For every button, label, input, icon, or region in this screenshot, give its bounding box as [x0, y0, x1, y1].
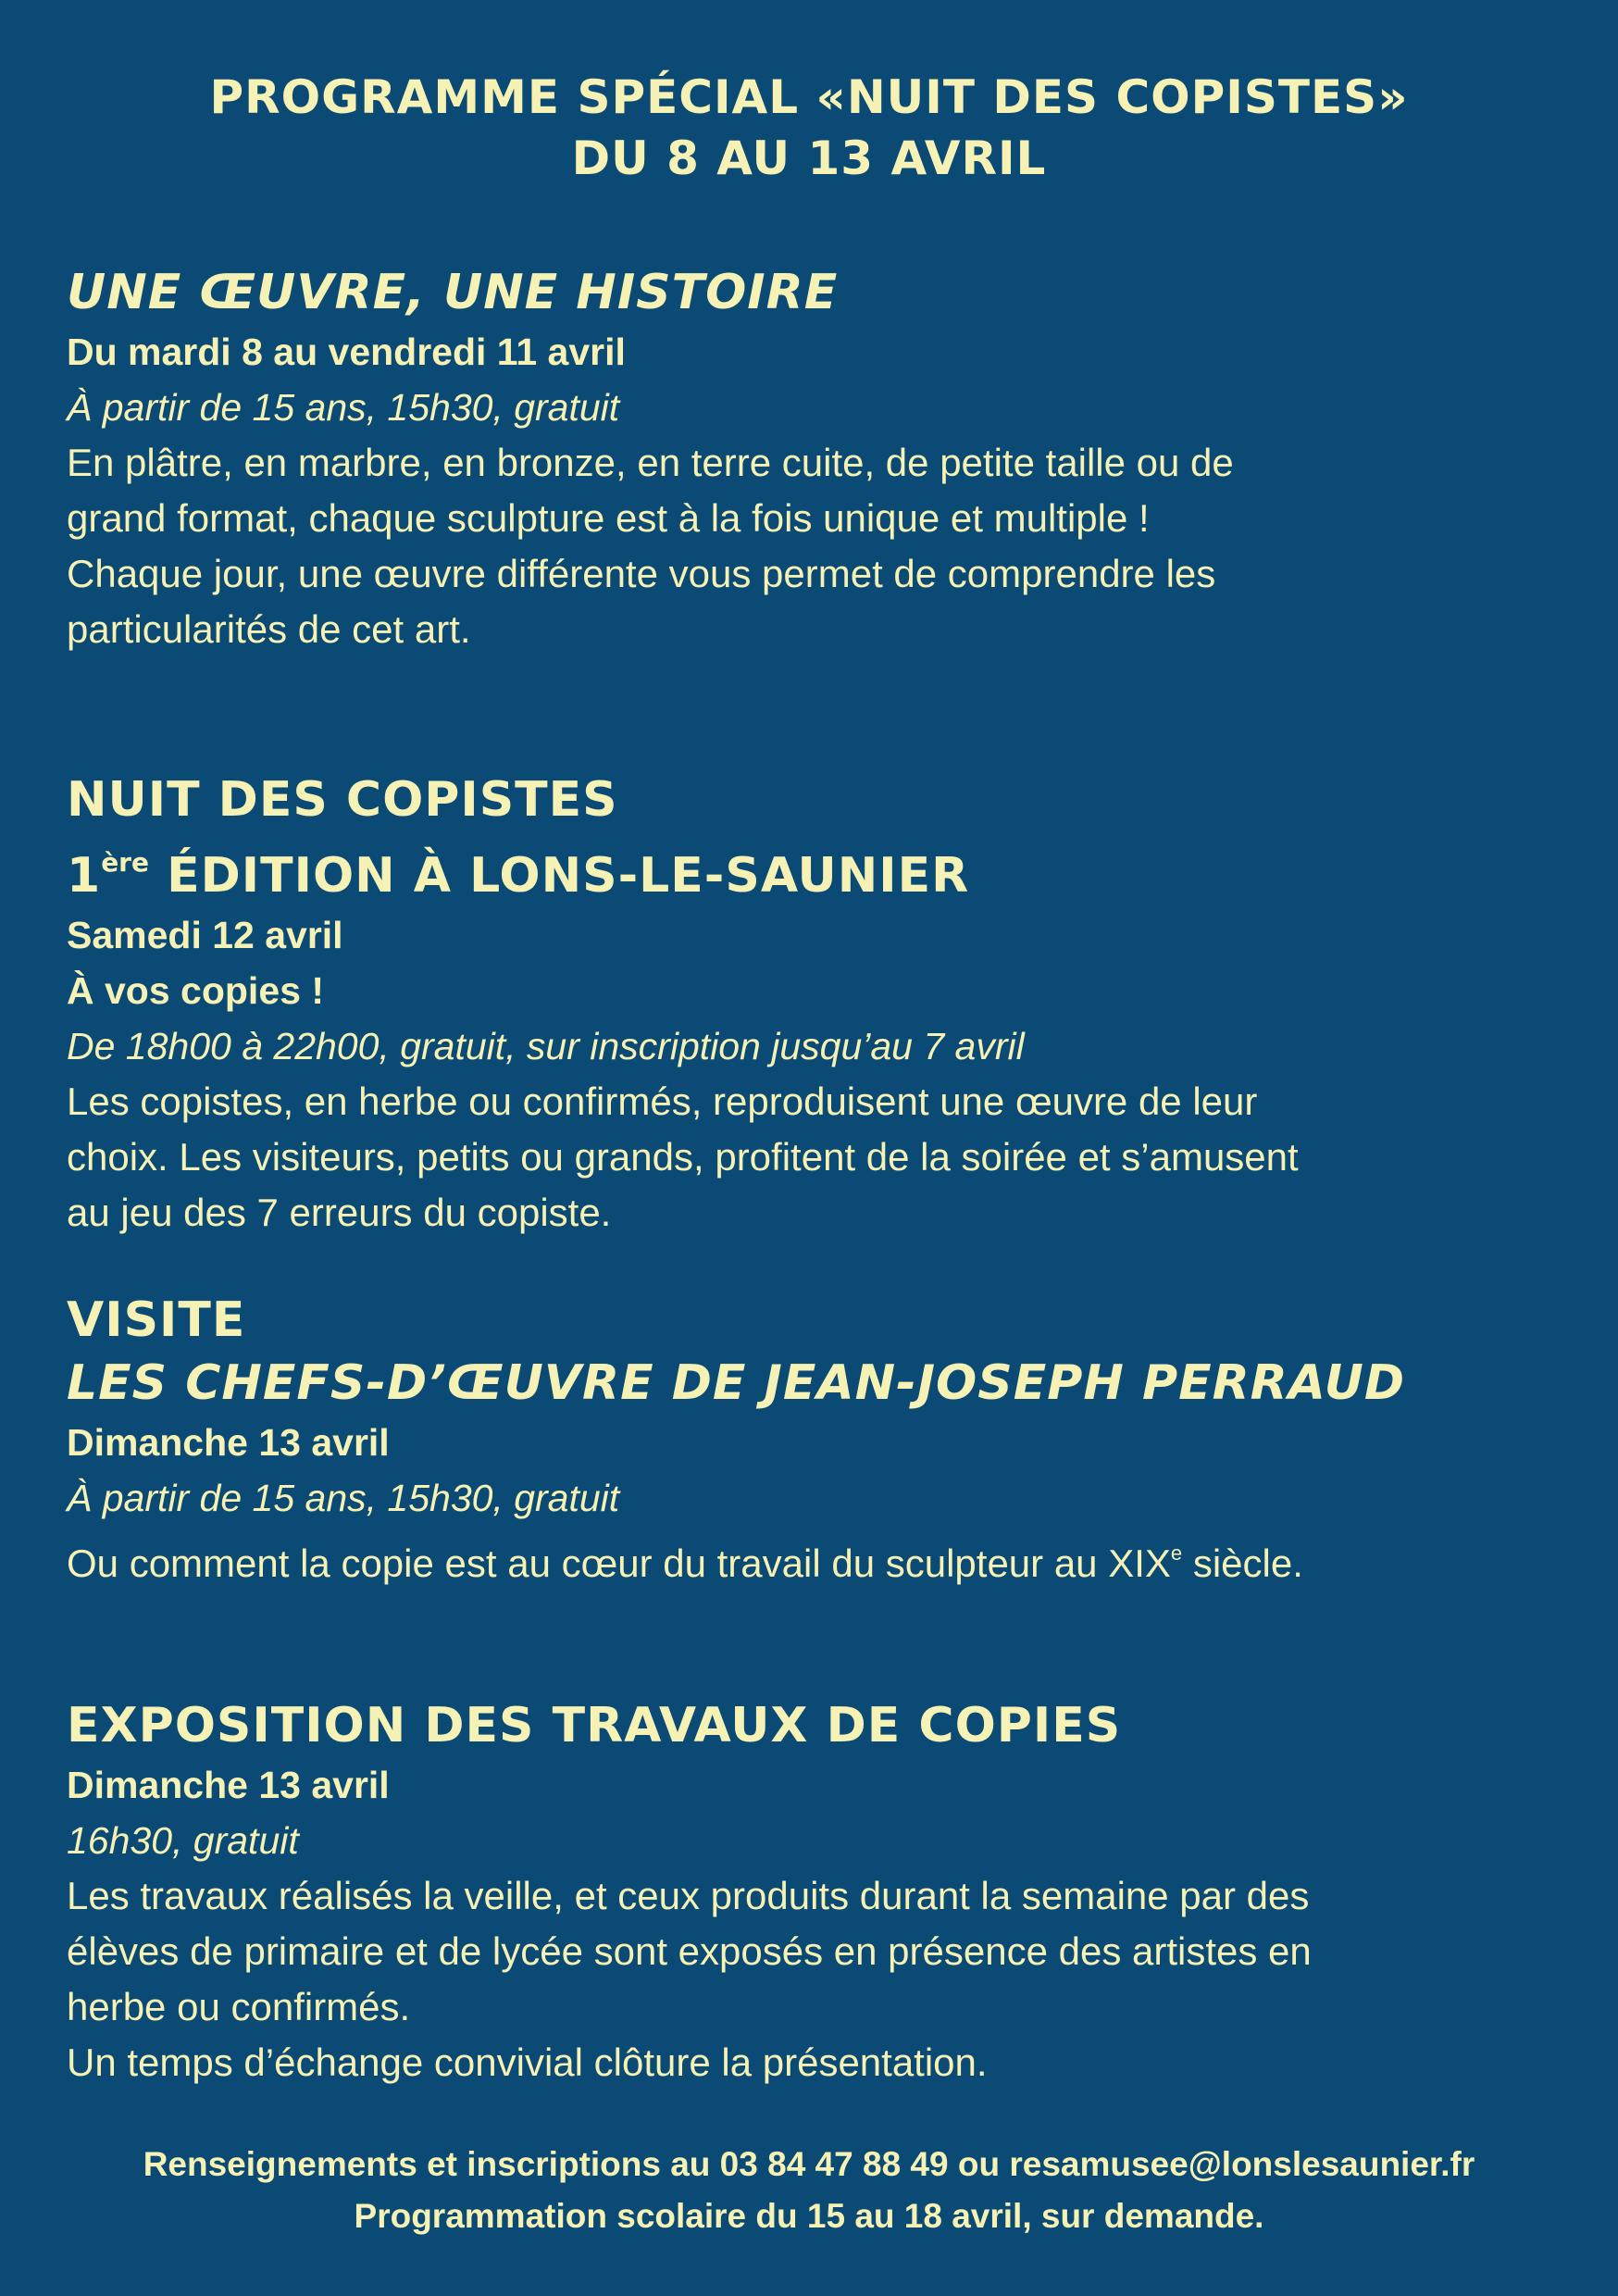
program-header	[0, 67, 1618, 189]
edition-ordinal: ère	[101, 847, 149, 878]
section-desc-line: particularités de cet art.	[67, 607, 471, 651]
section-subtitle: LES CHEFS-D’ŒUVRE DE JEAN-JOSEPH PERRAUD	[67, 1355, 1405, 1411]
section-date: Du mardi 8 au vendredi 11 avril	[67, 331, 626, 373]
program-footer	[0, 2139, 1618, 2242]
desc-text: siècle.	[1182, 1541, 1303, 1585]
section-info: De 18h00 à 22h00, gratuit, sur inscription jusqu’au 7 avril	[67, 1025, 1025, 1067]
section-date: Dimanche 13 avril	[67, 1421, 390, 1464]
section-title: UNE ŒUVRE, UNE HISTOIRE	[67, 265, 839, 320]
edition-number: 1	[67, 848, 102, 904]
section-desc-line: Les copistes, en herbe ou confirmés, reproduisent une œuvre de leur	[67, 1079, 1258, 1123]
section-date: Dimanche 13 avril	[67, 1764, 390, 1806]
section-desc-line: herbe ou confirmés.	[67, 1985, 411, 2028]
section-desc-line: En plâtre, en marbre, en bronze, en terre cuite, de petite taille ou de	[67, 441, 1234, 484]
section-desc-line: choix. Les visiteurs, petits ou grands, profitent de la soirée et s’amusent	[67, 1135, 1299, 1179]
section-info: 16h30, gratuit	[67, 1819, 299, 1862]
desc-text: Ou comment la copie est au cœur du travail du sculpteur au XIX	[67, 1541, 1171, 1585]
section-desc-line: Chaque jour, une œuvre différente vous permet de comprendre les	[67, 552, 1216, 595]
section-desc-line: Les travaux réalisés la veille, et ceux produits durant la semaine par des	[67, 1874, 1310, 1917]
section-title: EXPOSITION DES TRAVAUX DE COPIES	[67, 1698, 1122, 1753]
section-info: À partir de 15 ans, 15h30, gratuit	[67, 386, 620, 429]
section-desc-line	[67, 1526, 1566, 1591]
section-title-edition	[67, 831, 1566, 907]
section-une-oeuvre	[67, 261, 1566, 657]
header-title: PROGRAMME SPÉCIAL «NUIT DES COPISTES»	[209, 70, 1409, 124]
school-programming-note: Programmation scolaire du 15 au 18 avril, sur demande.	[354, 2197, 1264, 2235]
section-desc-line: au jeu des 7 erreurs du copiste.	[67, 1191, 612, 1234]
section-title: VISITE	[67, 1292, 246, 1348]
contact-info: Renseignements et inscriptions au 03 84 47 88 49 ou resamusee@lonslesaunier.fr	[143, 2145, 1475, 2183]
section-exposition	[67, 1694, 1566, 2090]
section-nuit-des-copistes	[67, 768, 1566, 1241]
section-title: NUIT DES COPISTES	[67, 772, 618, 828]
header-dates: DU 8 AU 13 AVRIL	[571, 131, 1047, 185]
section-desc-line: élèves de primaire et de lycée sont exposés en présence des artistes en	[67, 1929, 1312, 1973]
section-date: Samedi 12 avril	[67, 914, 343, 956]
section-visite	[67, 1289, 1566, 1591]
section-info: À partir de 15 ans, 15h30, gratuit	[67, 1477, 620, 1519]
section-subtitle: À vos copies !	[67, 969, 324, 1012]
century-superscript: e	[1170, 1541, 1183, 1565]
section-desc-line: grand format, chaque sculpture est à la fois unique et multiple !	[67, 496, 1150, 540]
edition-location: ÉDITION À LONS-LE-SAUNIER	[148, 848, 970, 904]
section-desc-line: Un temps d’échange convivial clôture la présentation.	[67, 2040, 988, 2084]
